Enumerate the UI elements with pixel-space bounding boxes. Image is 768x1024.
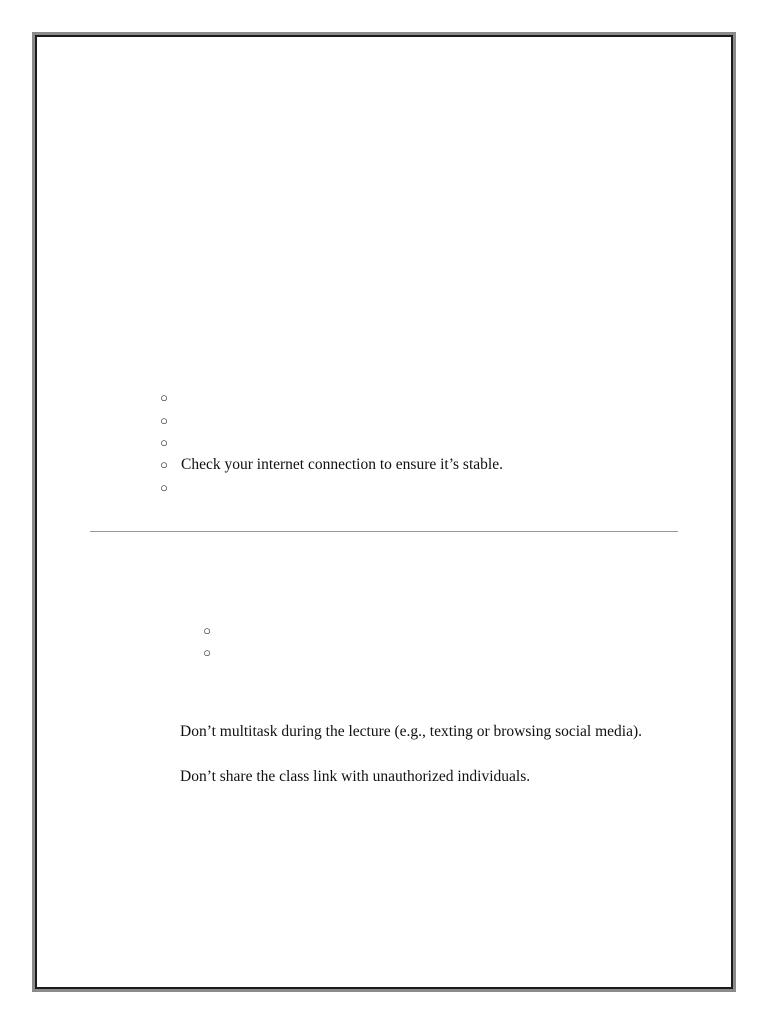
hollow-bullet-icon: ○ bbox=[203, 645, 211, 660]
page-border bbox=[35, 35, 733, 989]
list-item-text: Check your internet connection to ensure it’s stable. bbox=[181, 456, 503, 473]
hollow-bullet-icon: ○ bbox=[160, 480, 168, 495]
paragraph: Don’t share the class link with unauthorized individuals. bbox=[180, 768, 531, 785]
paragraph: Don’t multitask during the lecture (e.g., texting or browsing social media). bbox=[180, 723, 643, 740]
hollow-bullet-icon: ○ bbox=[160, 390, 168, 405]
horizontal-divider bbox=[90, 531, 678, 532]
hollow-bullet-icon: ○ bbox=[160, 413, 168, 428]
hollow-bullet-icon: ○ bbox=[160, 435, 168, 450]
hollow-bullet-icon: ○ bbox=[203, 623, 211, 638]
document-page bbox=[32, 32, 736, 992]
hollow-bullet-icon: ○ bbox=[160, 457, 168, 472]
